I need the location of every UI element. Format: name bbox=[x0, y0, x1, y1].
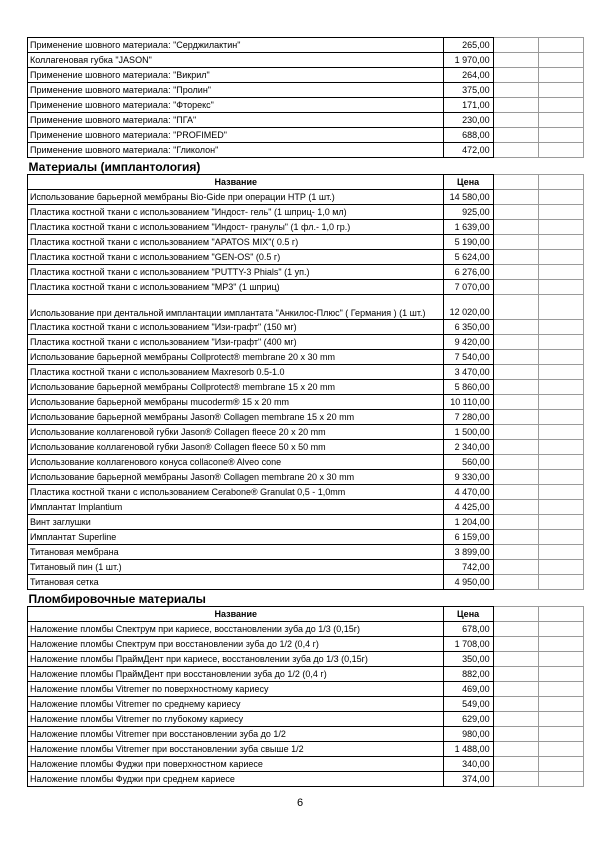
service-name: Применение шовного материала: "Пролин" bbox=[28, 83, 444, 98]
service-price: 5 860,00 bbox=[444, 380, 493, 395]
service-price: 472,00 bbox=[444, 143, 493, 158]
empty-cell bbox=[493, 280, 538, 295]
empty-cell bbox=[538, 350, 583, 365]
empty-cell bbox=[493, 530, 538, 545]
service-name: Пластика костной ткани с использованием "Индост- гель" (1 шприц- 1,0 мл) bbox=[28, 205, 444, 220]
service-price: 1 500,00 bbox=[444, 425, 493, 440]
service-name: Применение шовного материала: "Серджилактин" bbox=[28, 38, 444, 53]
service-price: 560,00 bbox=[444, 455, 493, 470]
service-price: 9 330,00 bbox=[444, 470, 493, 485]
section-heading bbox=[28, 590, 584, 607]
table-row bbox=[28, 712, 584, 727]
empty-cell bbox=[538, 727, 583, 742]
table-row bbox=[28, 425, 584, 440]
empty-cell bbox=[493, 320, 538, 335]
empty-cell bbox=[493, 220, 538, 235]
service-price: 265,00 bbox=[444, 38, 493, 53]
empty-cell bbox=[493, 772, 538, 787]
empty-cell bbox=[493, 175, 538, 190]
table-row bbox=[28, 667, 584, 682]
service-name: Пластика костной ткани с использованием "APATOS MIX"( 0.5 г) bbox=[28, 235, 444, 250]
empty-cell bbox=[493, 560, 538, 575]
service-name: Пластика костной ткани с использованием Maxresorb 0.5-1.0 bbox=[28, 365, 444, 380]
service-price: 350,00 bbox=[444, 652, 493, 667]
service-price: 5 624,00 bbox=[444, 250, 493, 265]
service-price: 882,00 bbox=[444, 667, 493, 682]
empty-cell bbox=[493, 712, 538, 727]
empty-cell bbox=[538, 575, 583, 590]
empty-cell bbox=[493, 250, 538, 265]
empty-cell bbox=[538, 410, 583, 425]
empty-cell bbox=[538, 175, 583, 190]
empty-cell bbox=[538, 757, 583, 772]
table-row bbox=[28, 697, 584, 712]
table-row bbox=[28, 128, 584, 143]
service-name: Титановая сетка bbox=[28, 575, 444, 590]
section-title: Пломбировочные материалы bbox=[28, 592, 206, 606]
service-price: 375,00 bbox=[444, 83, 493, 98]
service-price: 230,00 bbox=[444, 113, 493, 128]
table-row bbox=[28, 113, 584, 128]
table-row bbox=[28, 53, 584, 68]
table-row bbox=[28, 265, 584, 280]
service-name: Наложение пломбы Спектрум при восстановлении зуба до 1/2 (0,4 г) bbox=[28, 637, 444, 652]
service-price: 6 350,00 bbox=[444, 320, 493, 335]
empty-cell bbox=[493, 455, 538, 470]
service-price: 549,00 bbox=[444, 697, 493, 712]
empty-cell bbox=[493, 143, 538, 158]
empty-cell bbox=[538, 83, 583, 98]
service-price: 9 420,00 bbox=[444, 335, 493, 350]
service-price: 340,00 bbox=[444, 757, 493, 772]
empty-cell bbox=[538, 280, 583, 295]
service-name: Применение шовного материала: "Фторекс" bbox=[28, 98, 444, 113]
empty-cell bbox=[493, 682, 538, 697]
empty-cell bbox=[538, 320, 583, 335]
service-name: Титановый пин (1 шт.) bbox=[28, 560, 444, 575]
empty-cell bbox=[493, 757, 538, 772]
table-row bbox=[28, 380, 584, 395]
service-name: Наложение пломбы Фуджи при среднем кариесе bbox=[28, 772, 444, 787]
service-price: 980,00 bbox=[444, 727, 493, 742]
empty-cell bbox=[538, 380, 583, 395]
table-row bbox=[28, 575, 584, 590]
service-price: 374,00 bbox=[444, 772, 493, 787]
empty-cell bbox=[538, 697, 583, 712]
service-price: 1 488,00 bbox=[444, 742, 493, 757]
table-row bbox=[28, 637, 584, 652]
empty-cell bbox=[493, 113, 538, 128]
service-name: Наложение пломбы Фуджи при поверхностном кариесе bbox=[28, 757, 444, 772]
empty-cell bbox=[538, 560, 583, 575]
service-name: Пластика костной ткани с использованием "Индост- гранулы" (1 фл.- 1,0 гр.) bbox=[28, 220, 444, 235]
service-price: 678,00 bbox=[444, 622, 493, 637]
table-row bbox=[28, 235, 584, 250]
service-price: 1 204,00 bbox=[444, 515, 493, 530]
empty-cell bbox=[493, 410, 538, 425]
service-name: Использование коллагеновой губки Jason® Collagen fleece 20 x 20 mm bbox=[28, 425, 444, 440]
service-name: Наложение пломбы ПраймДент при кариесе, восстановлении зуба до 1/3 (0,15г) bbox=[28, 652, 444, 667]
service-price: 3 470,00 bbox=[444, 365, 493, 380]
empty-cell bbox=[538, 295, 583, 320]
empty-cell bbox=[493, 667, 538, 682]
service-name: Наложение пломбы Vitremer по поверхностному кариесу bbox=[28, 682, 444, 697]
empty-cell bbox=[493, 515, 538, 530]
service-price: 5 190,00 bbox=[444, 235, 493, 250]
service-name: Использование коллагенового конуса collacone® Alveo cone bbox=[28, 455, 444, 470]
service-price: 4 950,00 bbox=[444, 575, 493, 590]
table-row bbox=[28, 98, 584, 113]
empty-cell bbox=[538, 265, 583, 280]
empty-cell bbox=[538, 365, 583, 380]
service-price: 925,00 bbox=[444, 205, 493, 220]
empty-cell bbox=[493, 190, 538, 205]
service-price: 7 280,00 bbox=[444, 410, 493, 425]
table-row bbox=[28, 68, 584, 83]
empty-cell bbox=[538, 335, 583, 350]
page-number: 6 bbox=[296, 797, 304, 809]
empty-cell bbox=[538, 652, 583, 667]
service-name: Использование барьерной мембраны Jason® Collagen membrane 15 x 20 mm bbox=[28, 410, 444, 425]
table-row bbox=[28, 38, 584, 53]
empty-cell bbox=[538, 712, 583, 727]
column-header-name: Название bbox=[28, 607, 444, 622]
table-row bbox=[28, 500, 584, 515]
empty-cell bbox=[493, 440, 538, 455]
empty-cell bbox=[493, 295, 538, 320]
empty-cell bbox=[493, 350, 538, 365]
service-name: Использование барьерной мембраны mucoderm® 15 x 20 mm bbox=[28, 395, 444, 410]
empty-cell bbox=[493, 500, 538, 515]
empty-cell bbox=[538, 485, 583, 500]
empty-cell bbox=[493, 68, 538, 83]
empty-cell bbox=[493, 607, 538, 622]
empty-cell bbox=[538, 220, 583, 235]
table-row bbox=[28, 682, 584, 697]
table-row bbox=[28, 295, 584, 320]
table-row bbox=[28, 530, 584, 545]
empty-cell bbox=[493, 652, 538, 667]
service-name: Имплантат Superline bbox=[28, 530, 444, 545]
service-name: Винт заглушки bbox=[28, 515, 444, 530]
empty-cell bbox=[538, 470, 583, 485]
empty-cell bbox=[538, 205, 583, 220]
service-name: Коллагеновая губка "JASON" bbox=[28, 53, 444, 68]
empty-cell bbox=[493, 575, 538, 590]
service-name: Наложение пломбы Vitremer по глубокому кариесу bbox=[28, 712, 444, 727]
table-row bbox=[28, 742, 584, 757]
service-name: Пластика костной ткани с использованием Cerabone® Granulat 0,5 - 1,0mm bbox=[28, 485, 444, 500]
table-row bbox=[28, 652, 584, 667]
table-row bbox=[28, 410, 584, 425]
table-row bbox=[28, 560, 584, 575]
service-price: 4 425,00 bbox=[444, 500, 493, 515]
empty-cell bbox=[493, 265, 538, 280]
service-name: Применение шовного материала: "Гликолон" bbox=[28, 143, 444, 158]
service-name: Применение шовного материала: "Викрил" bbox=[28, 68, 444, 83]
service-price: 264,00 bbox=[444, 68, 493, 83]
service-name: Пластика костной ткани с использованием "GEN-OS" (0.5 г) bbox=[28, 250, 444, 265]
empty-cell bbox=[493, 83, 538, 98]
table-row bbox=[28, 772, 584, 787]
empty-cell bbox=[538, 637, 583, 652]
table-row bbox=[28, 335, 584, 350]
service-price: 12 020,00 bbox=[444, 295, 493, 320]
empty-cell bbox=[493, 53, 538, 68]
empty-cell bbox=[538, 440, 583, 455]
empty-cell bbox=[493, 697, 538, 712]
empty-cell bbox=[493, 205, 538, 220]
empty-cell bbox=[538, 607, 583, 622]
empty-cell bbox=[538, 250, 583, 265]
empty-cell bbox=[538, 235, 583, 250]
empty-cell bbox=[538, 500, 583, 515]
empty-cell bbox=[493, 98, 538, 113]
table-row bbox=[28, 365, 584, 380]
service-price: 742,00 bbox=[444, 560, 493, 575]
table-row bbox=[28, 545, 584, 560]
table-row bbox=[28, 515, 584, 530]
service-name: Пластика костной ткани с использованием "Изи-графт" (400 мг) bbox=[28, 335, 444, 350]
service-price: 7 070,00 bbox=[444, 280, 493, 295]
service-price: 2 340,00 bbox=[444, 440, 493, 455]
empty-cell bbox=[538, 772, 583, 787]
empty-cell bbox=[493, 742, 538, 757]
service-price: 688,00 bbox=[444, 128, 493, 143]
price-list-page bbox=[27, 37, 584, 787]
empty-cell bbox=[538, 530, 583, 545]
empty-cell bbox=[493, 622, 538, 637]
empty-cell bbox=[538, 742, 583, 757]
table-row bbox=[28, 250, 584, 265]
service-price: 1 970,00 bbox=[444, 53, 493, 68]
table-header-row bbox=[28, 175, 584, 190]
empty-cell bbox=[538, 515, 583, 530]
table-row bbox=[28, 757, 584, 772]
table-row bbox=[28, 395, 584, 410]
service-price: 1 639,00 bbox=[444, 220, 493, 235]
service-name: Применение шовного материала: "ПГА" bbox=[28, 113, 444, 128]
section-heading bbox=[28, 158, 584, 175]
empty-cell bbox=[538, 455, 583, 470]
service-price: 14 580,00 bbox=[444, 190, 493, 205]
table-header-row bbox=[28, 607, 584, 622]
table-row bbox=[28, 220, 584, 235]
empty-cell bbox=[538, 113, 583, 128]
service-name: Наложение пломбы Vitremer при восстановлении зуба свыше 1/2 bbox=[28, 742, 444, 757]
empty-cell bbox=[493, 380, 538, 395]
empty-cell bbox=[493, 365, 538, 380]
service-price: 6 276,00 bbox=[444, 265, 493, 280]
empty-cell bbox=[538, 143, 583, 158]
service-name: Пластика костной ткани с использованием "MP3" (1 шприц) bbox=[28, 280, 444, 295]
empty-cell bbox=[538, 622, 583, 637]
service-name: Наложение пломбы ПраймДент при восстановлении зуба до 1/2 (0,4 г) bbox=[28, 667, 444, 682]
table-row bbox=[28, 455, 584, 470]
empty-cell bbox=[538, 190, 583, 205]
table-row bbox=[28, 485, 584, 500]
service-price: 6 159,00 bbox=[444, 530, 493, 545]
empty-cell bbox=[538, 98, 583, 113]
table-row bbox=[28, 190, 584, 205]
empty-cell bbox=[493, 425, 538, 440]
empty-cell bbox=[538, 38, 583, 53]
service-name: Наложение пломбы Vitremer при восстановлении зуба до 1/2 bbox=[28, 727, 444, 742]
service-name: Использование коллагеновой губки Jason® Collagen fleece 50 x 50 mm bbox=[28, 440, 444, 455]
service-price: 10 110,00 bbox=[444, 395, 493, 410]
table-row bbox=[28, 143, 584, 158]
table-row bbox=[28, 83, 584, 98]
service-name: Использование при дентальной имплантации имплантата "Анкилос-Плюс" ( Германия ) (1 шт.) bbox=[28, 295, 444, 320]
service-name: Использование барьерной мембраны Bio-Gide при операции НТР (1 шт.) bbox=[28, 190, 444, 205]
empty-cell bbox=[538, 68, 583, 83]
service-name: Использование барьерной мембраны Collprotect® membrane 20 x 30 mm bbox=[28, 350, 444, 365]
table-row bbox=[28, 350, 584, 365]
service-name: Пластика костной ткани с использованием "PUTTY-3 Phials" (1 уп.) bbox=[28, 265, 444, 280]
empty-cell bbox=[538, 395, 583, 410]
table-row bbox=[28, 280, 584, 295]
empty-cell bbox=[493, 395, 538, 410]
service-price: 1 708,00 bbox=[444, 637, 493, 652]
table-row bbox=[28, 320, 584, 335]
service-price: 3 899,00 bbox=[444, 545, 493, 560]
empty-cell bbox=[493, 727, 538, 742]
empty-cell bbox=[538, 53, 583, 68]
empty-cell bbox=[538, 425, 583, 440]
service-name: Титановая мембрана bbox=[28, 545, 444, 560]
empty-cell bbox=[493, 485, 538, 500]
empty-cell bbox=[493, 637, 538, 652]
column-header-name: Название bbox=[28, 175, 444, 190]
empty-cell bbox=[538, 545, 583, 560]
empty-cell bbox=[493, 470, 538, 485]
service-name: Использование барьерной мембраны Collprotect® membrane 15 x 20 mm bbox=[28, 380, 444, 395]
empty-cell bbox=[493, 235, 538, 250]
service-name: Использование барьерной мембраны Jason® Collagen membrane 20 x 30 mm bbox=[28, 470, 444, 485]
empty-cell bbox=[493, 38, 538, 53]
service-name: Наложение пломбы Vitremer по среднему кариесу bbox=[28, 697, 444, 712]
service-price: 4 470,00 bbox=[444, 485, 493, 500]
column-header-price: Цена bbox=[444, 175, 493, 190]
service-name: Наложение пломбы Спектрум при кариесе, восстановлении зуба до 1/3 (0,15г) bbox=[28, 622, 444, 637]
price-table bbox=[27, 37, 584, 787]
empty-cell bbox=[493, 335, 538, 350]
service-price: 629,00 bbox=[444, 712, 493, 727]
table-row bbox=[28, 727, 584, 742]
column-header-price: Цена bbox=[444, 607, 493, 622]
empty-cell bbox=[493, 545, 538, 560]
table-row bbox=[28, 205, 584, 220]
empty-cell bbox=[493, 128, 538, 143]
service-price: 7 540,00 bbox=[444, 350, 493, 365]
service-price: 171,00 bbox=[444, 98, 493, 113]
empty-cell bbox=[538, 128, 583, 143]
empty-cell bbox=[538, 667, 583, 682]
empty-cell bbox=[538, 682, 583, 697]
table-row bbox=[28, 440, 584, 455]
table-row bbox=[28, 470, 584, 485]
table-row bbox=[28, 622, 584, 637]
price-table-body bbox=[28, 38, 584, 787]
section-title: Материалы (имплантология) bbox=[28, 160, 201, 174]
service-price: 469,00 bbox=[444, 682, 493, 697]
service-name: Пластика костной ткани с использованием "Изи-графт" (150 мг) bbox=[28, 320, 444, 335]
service-name: Имплантат Implantium bbox=[28, 500, 444, 515]
service-name: Применение шовного материала: "PROFIMED" bbox=[28, 128, 444, 143]
